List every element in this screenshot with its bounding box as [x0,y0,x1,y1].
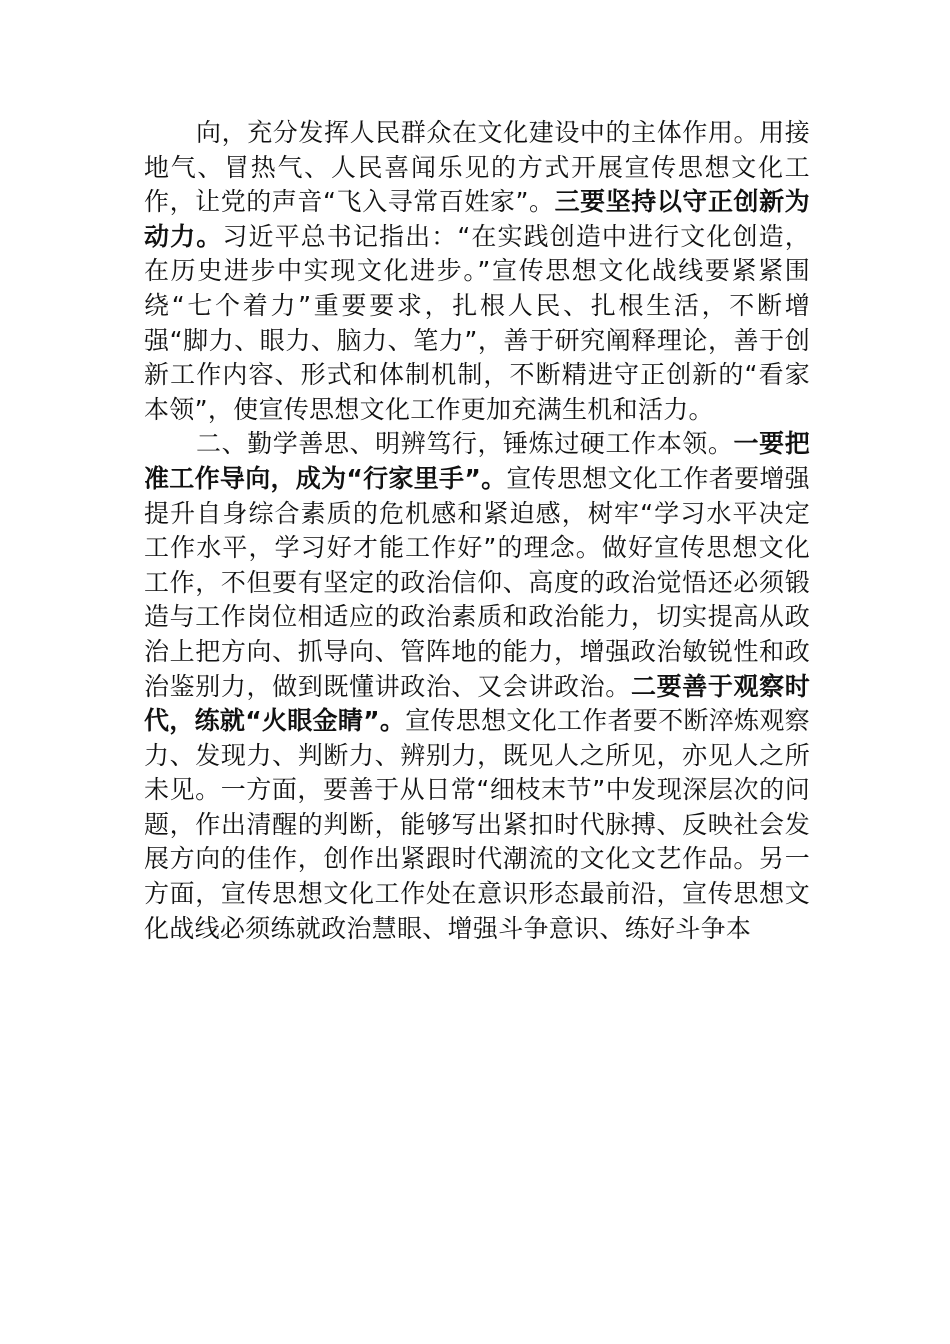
section-heading: 二、勤学善思、明辨笃行，锤炼过硬工作本领。 [196,429,734,459]
paragraph-2-text: 宣传思想文化工作者要增强提升自身综合素质的危机感和紧迫感，树牢“学习水平决定工作水平，学习好才能工作好”的理念。做好宣传思想文化工作，不但要有坚定的政治信仰、高度的政治觉悟还必须锻造与工作岗位相适应的政治素质和政治能力，切实提高从政治上把方向、抓导向、管阵地的能力，增强政治敏锐性和政治鉴别力，做到既懂讲政治、又会讲政治。 [144,463,810,701]
paragraph-2 [144,427,810,946]
document-page [144,116,810,946]
paragraph-2-text-cont: 宣传思想文化工作者要不断淬炼观察力、发现力、判断力、辨别力，既见人之所见，亦见人之所未见。一方面，要善于从日常“细枝末节”中发现深层次的问题，作出清醒的判断，能够写出紧扣时代脉搏、反映社会发展方向的佳作，创作出紧跟时代潮流的文化文艺作品。另一方面，宣传思想文化工作处在意识形态最前沿，宣传思想文化战线必须练就政治慧眼、增强斗争意识、练好斗争本 [144,706,810,943]
paragraph-1-text-cont: 习近平总书记指出：“在实践创造中进行文化创造，在历史进步中实现文化进步。”宣传思想文化战线要紧紧围绕“七个着力”重要要求，扎根人民、扎根生活，不断增强“脚力、眼力、脑力、笔力”，善于研究阐释理论，善于创新工作内容、形式和体制机制，不断精进守正创新的“看家本领”，使宣传思想文化工作更加充满生机和活力。 [144,221,811,424]
paragraph-1-text: 向，充分发挥人民群众在文化建设中的主体作用。用接地气、冒热气、人民喜闻乐见的方式开展宣传思想文化工作，让党的声音“飞入寻常百姓家”。 [144,118,810,217]
paragraph-2-bold-heading-2: 二要善于观察时代，练就“火眼金睛”。 [144,671,811,736]
paragraph-1 [144,116,810,427]
paragraph-1-bold-heading: 三要坚持以守正创新为动力。 [144,187,810,251]
paragraph-2-bold-heading-1: 一要把准工作导向，成为“行家里手”。 [144,429,810,493]
